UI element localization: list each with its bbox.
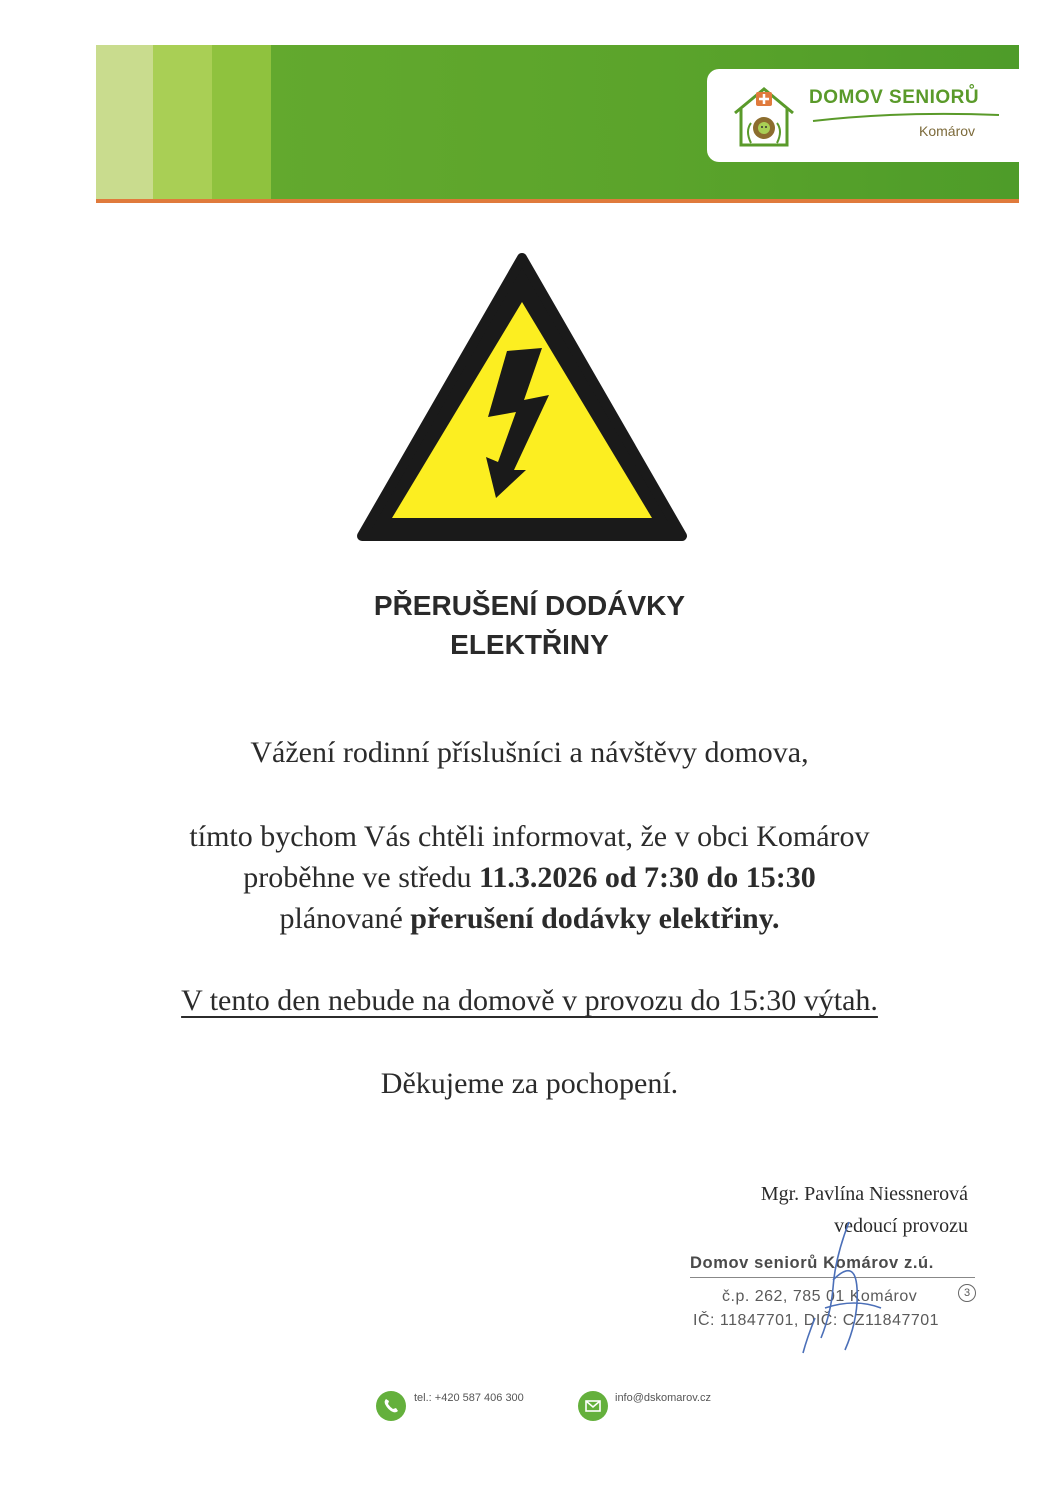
greeting: Vážení rodinní příslušníci a návštěvy domova, <box>250 736 809 769</box>
stamp-address: č.p. 262, 785 01 Komárov <box>722 1288 918 1305</box>
envelope-icon <box>578 1391 608 1421</box>
elevator-notice: V tento den nebude na domově v provozu do 15:30 výtah. <box>181 984 878 1017</box>
info-paragraph <box>0 816 1059 939</box>
info-line-3: plánované přerušení dodávky elektřiny. <box>279 902 780 935</box>
logo <box>707 69 1019 162</box>
info-line-1: tímto bychom Vás chtěli informovat, že v obci Komárov <box>189 820 870 853</box>
outage-subject: přerušení dodávky elektřiny. <box>410 902 780 935</box>
footer-phone: tel.: +420 587 406 300 <box>414 1392 524 1404</box>
handwritten-signature <box>785 1218 885 1358</box>
outage-date-time: 11.3.2026 od 7:30 do 15:30 <box>479 861 816 894</box>
brand-subtitle: Komárov <box>919 123 976 139</box>
house-logo-icon <box>729 81 799 151</box>
page-title <box>0 586 1059 664</box>
brand-title: DOMOV SENIORŮ <box>809 87 980 108</box>
signatory-role: vedoucí provozu <box>834 1215 968 1237</box>
header-accent-line <box>96 199 1019 203</box>
footer-email: info@dskomarov.cz <box>615 1392 711 1404</box>
info-line-2: proběhne ve středu 11.3.2026 od 7:30 do 15:30 <box>243 861 816 894</box>
stamp-number: 3 <box>958 1284 976 1302</box>
signatory-name: Mgr. Pavlína Niessnerová <box>760 1183 968 1205</box>
thanks: Děkujeme za pochopení. <box>380 1067 679 1100</box>
title-line-1: PŘERUŠENÍ DODÁVKY <box>373 590 686 621</box>
high-voltage-warning-icon <box>356 252 688 544</box>
title-line-2: ELEKTŘINY <box>450 629 609 660</box>
stamp-ids: IČ: 11847701, DIČ: CZ11847701 <box>693 1312 940 1329</box>
phone-icon <box>376 1391 406 1421</box>
stamp-organization: Domov seniorů Komárov z.ú. <box>690 1254 934 1272</box>
